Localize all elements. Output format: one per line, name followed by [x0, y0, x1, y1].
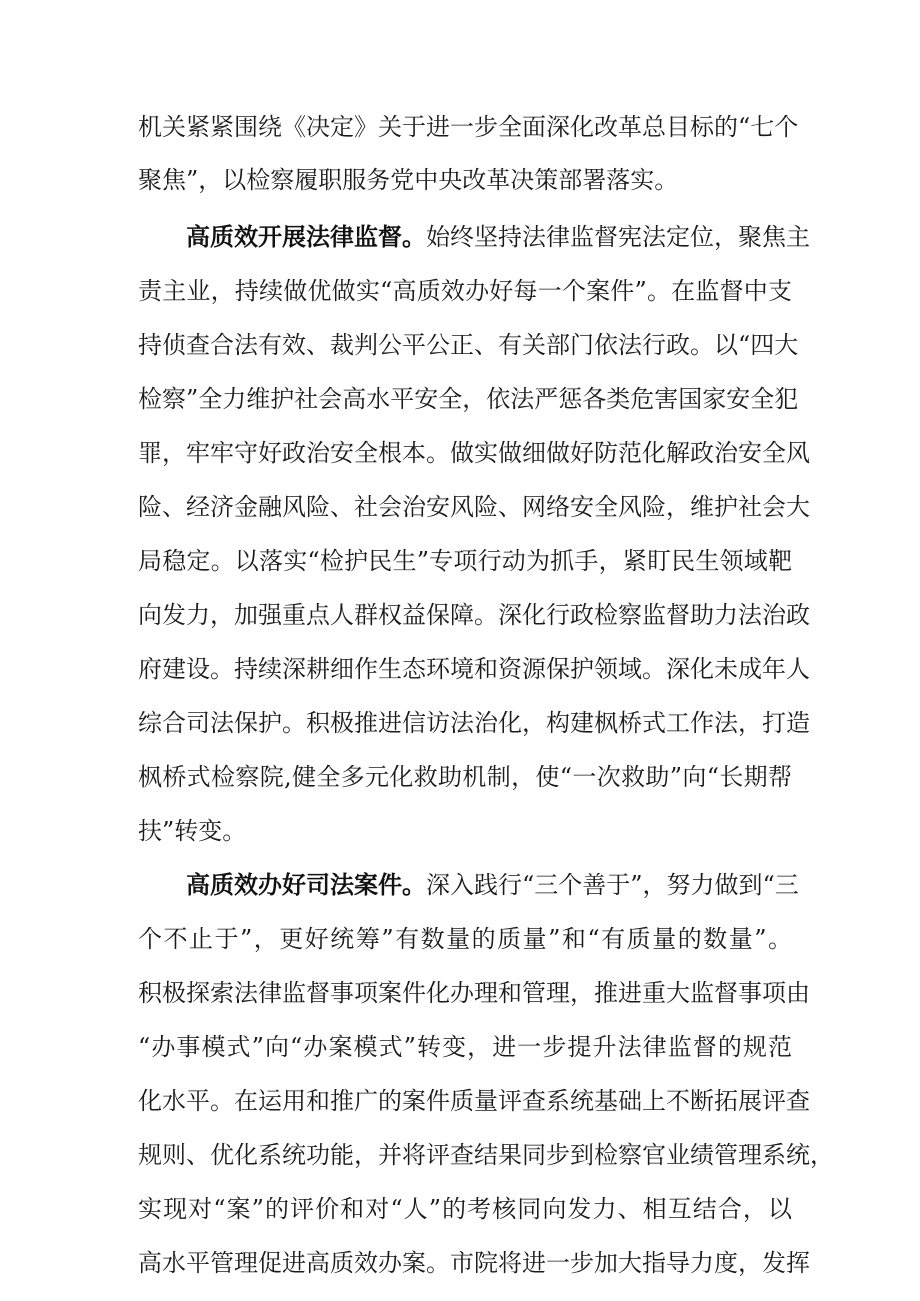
- paragraph-2-line: 检察”全力维护社会高水平安全，依法严惩各类危害国家安全犯: [138, 385, 799, 413]
- paragraph-1-line-2: 聚焦”，以检察履职服务党中央改革决策部署落实。: [138, 166, 679, 194]
- paragraph-3-line: 高水平管理促进高质效办案。市院将进一步加大指导力度，发挥: [138, 1249, 810, 1277]
- paragraph-2-line: 向发力，加强重点人群权益保障。深化行政检察监督助力法治政: [138, 601, 810, 629]
- paragraph-3-first-line-text: 深入践行“三个善于”，努力做到“三: [426, 871, 799, 899]
- paragraph-2-line: 罪，牢牢守好政治安全根本。做实做细做好防范化解政治安全风: [138, 439, 810, 467]
- paragraph-3-line: 实现对“案”的评价和对“人”的考核同向发力、相互结合，以: [138, 1195, 792, 1223]
- paragraph-3-first-line: [186, 863, 799, 907]
- paragraph-3-line: “办事模式”向“办案模式”转变，进一步提升法律监督的规范: [138, 1033, 792, 1061]
- paragraph-2-line: 府建设。持续深耕细作生态环境和资源保护领域。深化未成年人: [138, 655, 810, 683]
- paragraph-3-line: 规则、优化系统功能，并将评查结果同步到检察官业绩管理系统，: [138, 1141, 834, 1169]
- paragraph-2-line: 局稳定。以落实“检护民生”专项行动为抓手，紧盯民生领域靶: [138, 547, 792, 575]
- paragraph-2-line: 扶”转变。: [138, 817, 247, 845]
- paragraph-2-line: 责主业，持续做优做实“高质效办好每一个案件”。在监督中支: [138, 277, 792, 305]
- paragraph-1-line-1: 机关紧紧围绕《决定》关于进一步全面深化改革总目标的“七个: [138, 113, 799, 141]
- paragraph-3-heading: 高质效办好司法案件。: [186, 871, 426, 899]
- paragraph-2-line: 枫桥式检察院,健全多元化救助机制，使“一次救助”向“长期帮: [138, 763, 792, 791]
- paragraph-2-line: 险、经济金融风险、社会治安风险、网络安全风险，维护社会大: [138, 493, 810, 521]
- paragraph-2-heading: 高质效开展法律监督。: [186, 223, 426, 251]
- paragraph-2-line: 综合司法保护。积极推进信访法治化，构建枫桥式工作法，打造: [138, 709, 810, 737]
- paragraph-2-first-line-text: 始终坚持法律监督宪法定位，聚焦主: [426, 223, 810, 251]
- paragraph-2-first-line: [186, 215, 810, 259]
- paragraph-3-line: 化水平。在运用和推广的案件质量评查系统基础上不断拓展评查: [138, 1087, 810, 1115]
- paragraph-2-line: 持侦查合法有效、裁判公平公正、有关部门依法行政。以“四大: [138, 331, 799, 359]
- paragraph-3-line: 个不止于”，更好统筹”有数量的质量”和“有质量的数量”。: [138, 925, 792, 953]
- paragraph-3-line: 积极探索法律监督事项案件化办理和管理，推进重大监督事项由: [138, 979, 810, 1007]
